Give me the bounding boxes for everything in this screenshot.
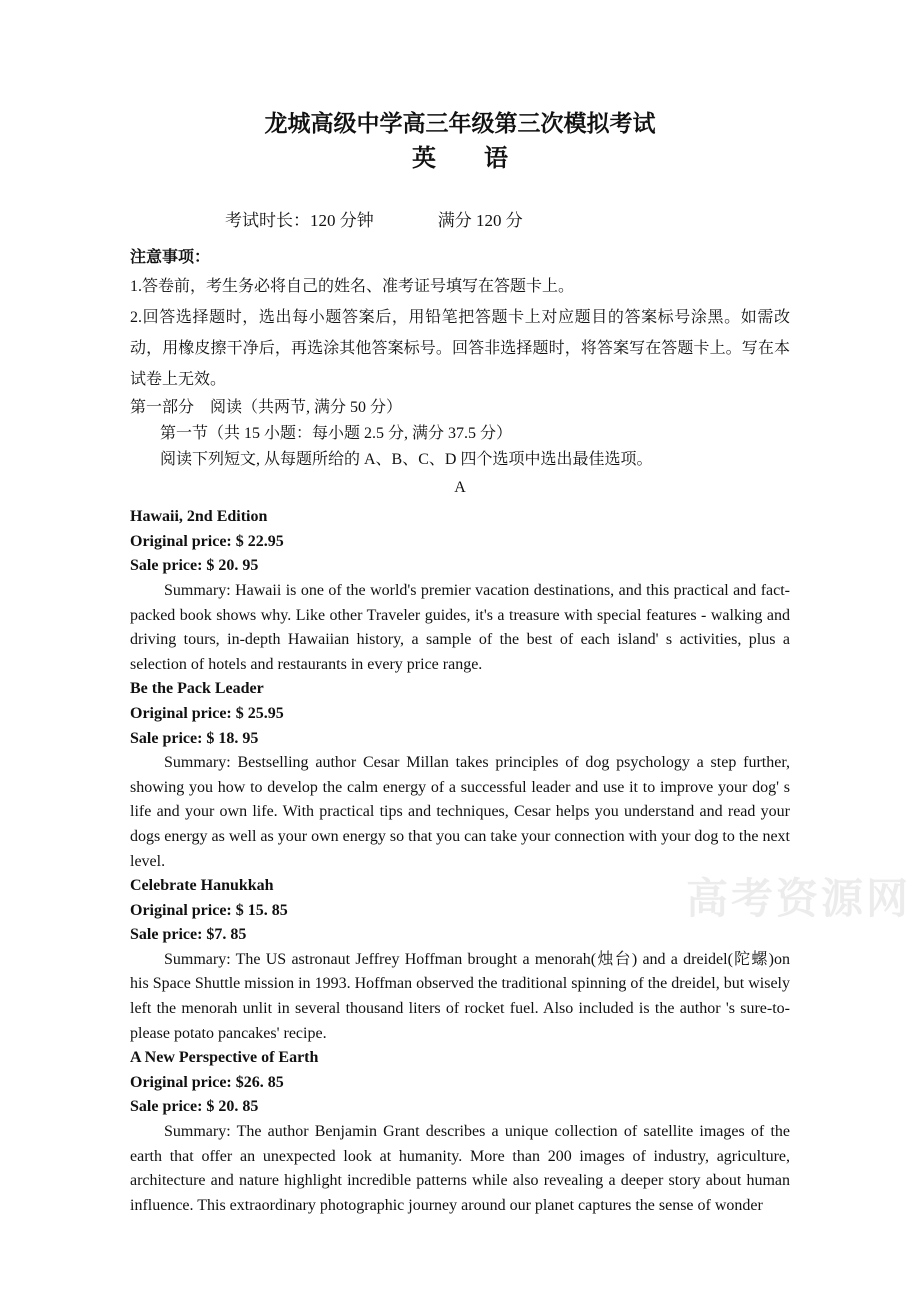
original-price: Original price: $ 25.95 bbox=[130, 704, 284, 722]
notices-heading: 注意事项： bbox=[130, 249, 211, 267]
exam-title: 龙城高级中学高三年级第三次模拟考试 bbox=[264, 111, 656, 136]
book-listing bbox=[130, 1046, 790, 1218]
book-summary: Summary: The author Benjamin Grant describes a unique collection of satellite images of the earth that offer an unexpected look at humanity. More than 200 images of industry, agriculture, architecture and nature highlight incredible patterns while also revealing a deeper story about human influence. This extraordinary photographic journey around our planet captures the sense of wonder bbox=[130, 1123, 790, 1214]
book-title: Be the Pack Leader bbox=[130, 680, 264, 698]
exam-info-row bbox=[130, 209, 790, 233]
original-price: Original price: $ 22.95 bbox=[130, 532, 284, 550]
book-title: Hawaii, 2nd Edition bbox=[130, 508, 268, 526]
book-title: Celebrate Hanukkah bbox=[130, 877, 274, 895]
part1-heading: 第一部分 阅读（共两节, 满分 50 分） bbox=[130, 399, 403, 417]
book-summary: Summary: Hawaii is one of the world's premier vacation destinations, and this practical and fact-packed book shows why. Like other Traveler guides, it's a treasure with special features - walking and driving tours, in-depth Hawaiian history, a sample of the best of each island' s activities, plus a selection of hotels and restaurants in every price range. bbox=[130, 581, 790, 673]
book-list bbox=[130, 505, 790, 1218]
book-summary: Summary: The US astronaut Jeffrey Hoffman brought a menorah(烛台) and a dreidel(陀螺)on his Space Shuttle mission in 1993. Hoffman observed the traditional spinning of the dreidel, but wisely left the menorah unlit in several thousand liters of rocket fuel. Also included is the author 's sure-to-please potato pancakes' recipe. bbox=[130, 950, 790, 1042]
passage-label: A bbox=[454, 479, 466, 497]
exam-total-score: 满分 120 分 bbox=[437, 211, 523, 231]
sale-price: Sale price: $ 20. 85 bbox=[130, 1098, 259, 1116]
book-title: A New Perspective of Earth bbox=[130, 1049, 319, 1067]
exam-duration: 考试时长：120 分钟 bbox=[225, 211, 374, 231]
section1-heading: 第一节（共 15 小题：每小题 2.5 分, 满分 37.5 分） bbox=[160, 425, 513, 443]
subject-title: 英 语 bbox=[412, 145, 508, 172]
sale-price: Sale price: $ 18. 95 bbox=[130, 729, 259, 747]
sale-price: Sale price: $ 20. 95 bbox=[130, 557, 259, 575]
original-price: Original price: $ 15. 85 bbox=[130, 901, 288, 919]
book-listing bbox=[130, 677, 790, 874]
reading-instruction: 阅读下列短文, 从每题所给的 A、B、C、D 四个选项中选出最佳选项。 bbox=[160, 451, 653, 469]
book-listing bbox=[130, 505, 790, 677]
book-listing bbox=[130, 874, 790, 1046]
original-price: Original price: $26. 85 bbox=[130, 1073, 284, 1091]
watermark: 高考资源网 bbox=[686, 877, 912, 923]
sale-price: Sale price: $7. 85 bbox=[130, 926, 247, 944]
notice-item: 2.回答选择题时，选出每小题答案后，用铅笔把答题卡上对应题目的答案标号涂黑。如需改动，用橡皮擦干净后，再选涂其他答案标号。回答非选择题时，将答案写在答题卡上。写在本试卷上无效。 bbox=[130, 309, 790, 389]
notice-item: 1.答卷前，考生务必将自己的姓名、准考证号填写在答题卡上。 bbox=[130, 278, 575, 296]
book-summary: Summary: Bestselling author Cesar Millan takes principles of dog psychology a step further, showing you how to develop the calm energy of a successful leader and use it to improve your dog' s life and your own life. With practical tips and techniques, Cesar helps you understand and read your dogs energy as well as your own energy so that you can take your connection with your dog to the next level. bbox=[130, 754, 790, 870]
